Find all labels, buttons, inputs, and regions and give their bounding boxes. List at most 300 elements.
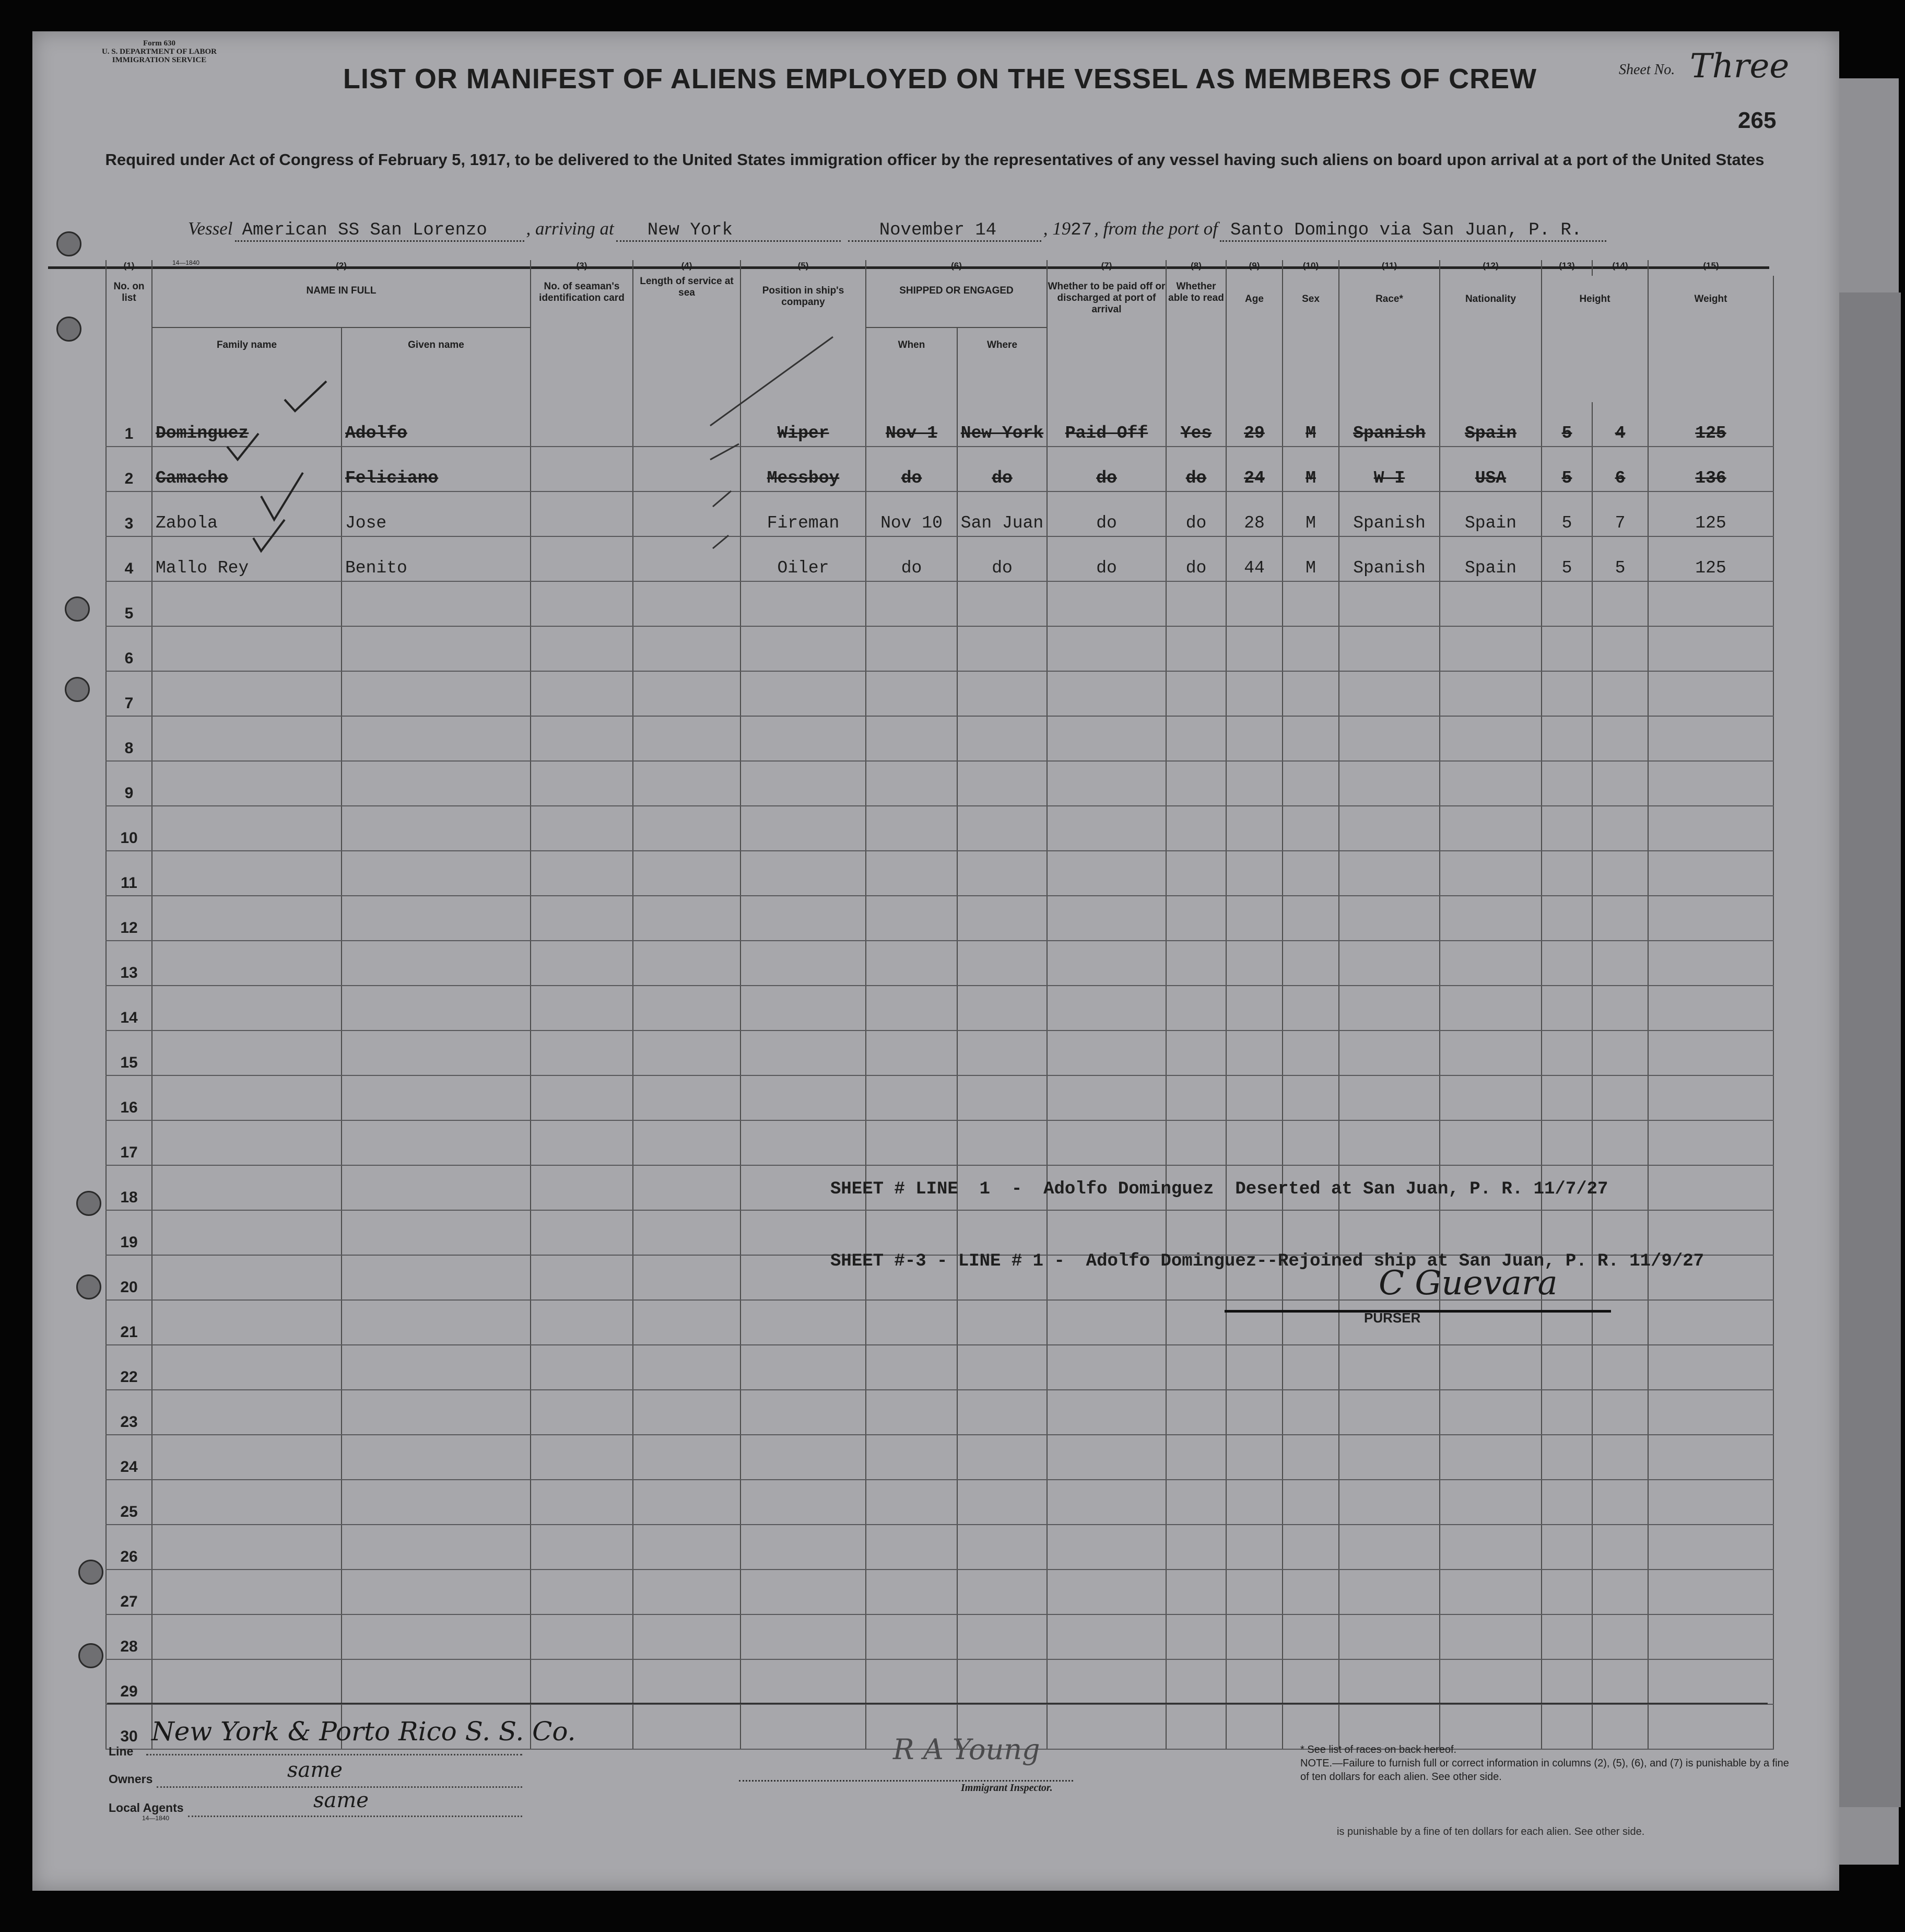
cell-empty — [1283, 986, 1339, 1031]
cell-empty — [152, 1120, 342, 1165]
cell-empty — [1283, 806, 1339, 851]
vessel-label: Vessel — [188, 218, 233, 239]
cell-empty — [740, 1570, 866, 1614]
cell-empty — [152, 716, 342, 761]
cell-empty — [740, 1614, 866, 1659]
cell-empty — [1339, 1345, 1440, 1390]
cell-empty — [152, 1031, 342, 1075]
table-row — [106, 1031, 1773, 1075]
cell-empty — [866, 1300, 957, 1345]
cell-empty — [1226, 1480, 1283, 1525]
cell-empty — [633, 626, 740, 671]
row-number: 8 — [106, 716, 152, 761]
cell-read: do — [1166, 447, 1226, 491]
notice-races: * See list of races on back hereof. — [1300, 1744, 1457, 1755]
cell-empty — [866, 1390, 957, 1435]
cell-empty — [1592, 986, 1648, 1031]
col-num: (4) — [633, 260, 740, 276]
cell-empty — [957, 1435, 1047, 1480]
cell-empty — [866, 1525, 957, 1570]
cell-empty — [1047, 1300, 1166, 1345]
cell-race: Spanish — [1339, 491, 1440, 536]
cell-empty — [531, 447, 633, 491]
cell-empty — [1047, 851, 1166, 896]
department-name: U. S. DEPARTMENT OF LABOR — [101, 48, 217, 56]
purser-label: PURSER — [1364, 1310, 1421, 1326]
cell-sex: M — [1283, 491, 1339, 536]
cell-empty — [531, 851, 633, 896]
cell-nationality: Spain — [1440, 536, 1542, 581]
row-number: 14 — [106, 986, 152, 1031]
cell-empty — [1648, 1480, 1773, 1525]
cell-empty — [957, 851, 1047, 896]
cell-empty — [633, 1435, 740, 1480]
cell-empty — [342, 626, 531, 671]
cell-empty — [633, 1031, 740, 1075]
cell-read: do — [1166, 491, 1226, 536]
cell-empty — [1648, 671, 1773, 716]
cell-empty — [1648, 1659, 1773, 1704]
cell-empty — [1592, 941, 1648, 986]
cell-empty — [1648, 1345, 1773, 1390]
cell-empty — [342, 1210, 531, 1255]
cell-empty — [740, 1435, 866, 1480]
cell-empty — [1542, 1614, 1592, 1659]
cell-empty — [740, 1704, 866, 1749]
row-number: 21 — [106, 1300, 152, 1345]
cell-weight: 125 — [1648, 491, 1773, 536]
note-line-1: SHEET # LINE 1 - Adolfo Dominguez Deserted at San Juan, P. R. 11/7/27 — [830, 1179, 1608, 1199]
punch-hole — [56, 231, 81, 256]
cell-empty — [1542, 1075, 1592, 1120]
footer-rule — [107, 1703, 1768, 1704]
table-row — [106, 402, 1773, 447]
cell-paid-off: do — [1047, 491, 1166, 536]
cell-empty — [1440, 1075, 1542, 1120]
cell-empty — [633, 1075, 740, 1120]
cell-empty — [633, 941, 740, 986]
cell-empty — [342, 1031, 531, 1075]
crew-rows — [106, 402, 1773, 1749]
cell-empty — [1166, 1480, 1226, 1525]
cell-age: 28 — [1226, 491, 1283, 536]
cell-empty — [1592, 581, 1648, 626]
cell-empty — [633, 1255, 740, 1300]
cell-empty — [740, 986, 866, 1031]
cell-empty — [957, 986, 1047, 1031]
header-height: Height — [1542, 276, 1648, 402]
cell-empty — [633, 851, 740, 896]
cell-empty — [342, 671, 531, 716]
cell-empty — [152, 1390, 342, 1435]
table-row — [106, 671, 1773, 716]
cell-empty — [1542, 986, 1592, 1031]
cell-empty — [633, 1210, 740, 1255]
cell-empty — [1166, 851, 1226, 896]
header-able-read: Whether able to read — [1166, 276, 1226, 402]
cell-empty — [1226, 941, 1283, 986]
cell-empty — [342, 716, 531, 761]
row-number: 28 — [106, 1614, 152, 1659]
cell-empty — [866, 941, 957, 986]
cell-age: 29 — [1226, 402, 1283, 447]
cell-empty — [957, 1390, 1047, 1435]
form-number: Form 630 — [143, 39, 176, 48]
table-row — [106, 1570, 1773, 1614]
cell-empty — [1166, 1704, 1226, 1749]
cell-empty — [1166, 1031, 1226, 1075]
cell-empty — [342, 806, 531, 851]
cell-race: Spanish — [1339, 402, 1440, 447]
cell-empty — [1166, 896, 1226, 941]
row-number: 16 — [106, 1075, 152, 1120]
owners-value: same — [287, 1758, 343, 1782]
cell-empty — [957, 581, 1047, 626]
agents-field — [188, 1785, 522, 1817]
header-name-in-full: NAME IN FULL — [152, 276, 531, 327]
cell-empty — [1542, 581, 1592, 626]
cell-when: Nov 10 — [866, 491, 957, 536]
punch-hole — [65, 596, 90, 622]
cell-empty — [740, 1345, 866, 1390]
cell-empty — [740, 1390, 866, 1435]
cell-empty — [531, 536, 633, 581]
cell-given: Feliciano — [342, 447, 531, 491]
cell-empty — [1283, 1031, 1339, 1075]
cell-empty — [1542, 671, 1592, 716]
cell-empty — [866, 581, 957, 626]
agents-value: same — [313, 1788, 369, 1812]
cell-empty — [1440, 1435, 1542, 1480]
cell-empty — [1542, 1570, 1592, 1614]
cell-empty — [1166, 1075, 1226, 1120]
cell-empty — [152, 626, 342, 671]
row-number: 1 — [106, 402, 152, 447]
cell-empty — [740, 851, 866, 896]
cell-empty — [342, 581, 531, 626]
header-weight: Weight — [1648, 276, 1773, 402]
header-family-name: Family name — [152, 327, 342, 402]
cell-empty — [531, 1659, 633, 1704]
cell-empty — [633, 1345, 740, 1390]
cell-empty — [1166, 1345, 1226, 1390]
year-value: 27 — [1071, 220, 1092, 240]
cell-empty — [531, 1120, 633, 1165]
cell-height-in: 6 — [1592, 447, 1648, 491]
cell-empty — [531, 626, 633, 671]
cell-empty — [1339, 716, 1440, 761]
cell-empty — [1226, 851, 1283, 896]
table-row — [106, 491, 1773, 536]
cell-empty — [1440, 941, 1542, 986]
table-row — [106, 581, 1773, 626]
cell-empty — [1339, 941, 1440, 986]
cell-empty — [866, 986, 957, 1031]
row-number: 30 — [106, 1704, 152, 1749]
col-num: (9) — [1226, 260, 1283, 276]
cell-empty — [152, 1165, 342, 1210]
cell-empty — [1542, 941, 1592, 986]
cell-empty — [1592, 896, 1648, 941]
cell-empty — [1648, 1075, 1773, 1120]
row-number: 7 — [106, 671, 152, 716]
cell-empty — [1047, 1435, 1166, 1480]
cell-empty — [1542, 806, 1592, 851]
cell-empty — [1283, 671, 1339, 716]
service-name: IMMIGRATION SERVICE — [112, 56, 207, 64]
cell-empty — [152, 986, 342, 1031]
cell-empty — [342, 761, 531, 806]
cell-empty — [1047, 671, 1166, 716]
cell-empty — [957, 1300, 1047, 1345]
cell-empty — [152, 1480, 342, 1525]
cell-empty — [957, 1525, 1047, 1570]
cell-empty — [152, 941, 342, 986]
cell-empty — [633, 1570, 740, 1614]
cell-empty — [1648, 1570, 1773, 1614]
cell-empty — [1592, 1659, 1648, 1704]
cell-empty — [1440, 896, 1542, 941]
col-num: (13) — [1542, 260, 1592, 276]
cell-empty — [1339, 986, 1440, 1031]
cell-empty — [1648, 581, 1773, 626]
cell-empty — [152, 1614, 342, 1659]
cell-empty — [1592, 806, 1648, 851]
punch-hole — [56, 317, 81, 342]
cell-empty — [957, 1570, 1047, 1614]
row-number: 23 — [106, 1390, 152, 1435]
inspector-signature-line — [739, 1780, 1073, 1782]
cell-empty — [531, 716, 633, 761]
punch-hole — [76, 1274, 101, 1299]
col-num: (15) — [1648, 260, 1773, 276]
cell-height-ft: 5 — [1542, 447, 1592, 491]
table-row — [106, 1390, 1773, 1435]
cell-empty — [1283, 896, 1339, 941]
cell-empty — [342, 1255, 531, 1300]
cell-age: 24 — [1226, 447, 1283, 491]
cell-empty — [342, 1525, 531, 1570]
cell-empty — [1542, 1300, 1592, 1345]
cell-empty — [342, 1570, 531, 1614]
cell-empty — [1047, 896, 1166, 941]
cell-empty — [1226, 626, 1283, 671]
cell-where: New York — [957, 402, 1047, 447]
cell-empty — [1648, 761, 1773, 806]
cell-empty — [1283, 1390, 1339, 1435]
cell-empty — [1226, 896, 1283, 941]
cell-empty — [740, 581, 866, 626]
header-age: Age — [1226, 276, 1283, 402]
table-row — [106, 986, 1773, 1031]
sheet-notes — [830, 1129, 1704, 1297]
cell-empty — [1283, 1525, 1339, 1570]
cell-empty — [1166, 1390, 1226, 1435]
header-shipped: SHIPPED OR ENGAGED — [866, 276, 1047, 327]
cell-given: Adolfo — [342, 402, 531, 447]
cell-empty — [1047, 1614, 1166, 1659]
cell-height-ft: 5 — [1542, 402, 1592, 447]
cell-height-ft: 5 — [1542, 491, 1592, 536]
cell-empty — [531, 1165, 633, 1210]
table-row — [106, 626, 1773, 671]
check-mark-icon — [258, 470, 305, 522]
cell-empty — [1226, 1525, 1283, 1570]
cell-empty — [1047, 806, 1166, 851]
cell-empty — [1226, 581, 1283, 626]
cell-empty — [152, 761, 342, 806]
row-number: 13 — [106, 941, 152, 986]
row-number: 12 — [106, 896, 152, 941]
cell-empty — [342, 1480, 531, 1525]
table-row — [106, 851, 1773, 896]
line-value: New York & Porto Rico S. S. Co. — [151, 1716, 576, 1747]
cell-empty — [957, 1031, 1047, 1075]
cell-empty — [1283, 1614, 1339, 1659]
column-headers-row — [106, 276, 1773, 327]
cell-empty — [152, 1345, 342, 1390]
cell-empty — [152, 896, 342, 941]
header-given-name: Given name — [342, 327, 531, 402]
cell-given: Benito — [342, 536, 531, 581]
cell-given: Jose — [342, 491, 531, 536]
cell-empty — [957, 941, 1047, 986]
row-number: 25 — [106, 1480, 152, 1525]
cell-empty — [1047, 941, 1166, 986]
cell-empty — [957, 1345, 1047, 1390]
cell-empty — [531, 941, 633, 986]
cell-empty — [1226, 1390, 1283, 1435]
cell-position: Messboy — [740, 447, 866, 491]
cell-empty — [1339, 671, 1440, 716]
cell-family: Mallo Rey — [152, 536, 342, 581]
cell-empty — [957, 1659, 1047, 1704]
cell-empty — [531, 1390, 633, 1435]
cell-empty — [1166, 626, 1226, 671]
cell-height-ft: 5 — [1542, 536, 1592, 581]
cell-empty — [1339, 1435, 1440, 1480]
cell-read: Yes — [1166, 402, 1226, 447]
cell-weight: 136 — [1648, 447, 1773, 491]
cell-empty — [866, 896, 957, 941]
cell-empty — [342, 986, 531, 1031]
cell-empty — [1542, 1031, 1592, 1075]
crew-manifest-table — [105, 260, 1774, 1750]
cell-empty — [1648, 896, 1773, 941]
cell-empty — [1440, 986, 1542, 1031]
cell-empty — [740, 671, 866, 716]
cell-empty — [1047, 761, 1166, 806]
cell-empty — [342, 1659, 531, 1704]
cell-empty — [1592, 1075, 1648, 1120]
cell-empty — [531, 1210, 633, 1255]
cell-empty — [866, 1570, 957, 1614]
cell-empty — [531, 1345, 633, 1390]
cell-empty — [1592, 761, 1648, 806]
cell-empty — [1592, 1300, 1648, 1345]
cell-empty — [1339, 1614, 1440, 1659]
cell-where: San Juan — [957, 491, 1047, 536]
cell-empty — [866, 1659, 957, 1704]
cell-empty — [1542, 1390, 1592, 1435]
cell-empty — [1440, 1570, 1542, 1614]
cell-empty — [1440, 716, 1542, 761]
cell-empty — [1440, 1031, 1542, 1075]
col-num: (6) — [866, 260, 1047, 276]
cell-empty — [1166, 1614, 1226, 1659]
cell-empty — [1648, 851, 1773, 896]
cell-empty — [1047, 1704, 1166, 1749]
note-line-2: SHEET #-3 - LINE # 1 - Adolfo Dominguez--Rejoined ship at San Juan, P. R. 11/9/27 — [830, 1251, 1704, 1271]
cell-when: Nov 1 — [866, 402, 957, 447]
cell-empty — [531, 761, 633, 806]
cell-empty — [531, 896, 633, 941]
table-row — [106, 1435, 1773, 1480]
cell-empty — [1047, 1345, 1166, 1390]
cell-empty — [633, 1659, 740, 1704]
cell-empty — [1648, 806, 1773, 851]
cell-empty — [1440, 1480, 1542, 1525]
cell-empty — [152, 1300, 342, 1345]
cell-empty — [1339, 851, 1440, 896]
cell-empty — [1226, 1345, 1283, 1390]
cell-empty — [1339, 1075, 1440, 1120]
cell-empty — [866, 671, 957, 716]
cell-empty — [1047, 1659, 1166, 1704]
cell-empty — [1648, 1614, 1773, 1659]
cell-empty — [1339, 626, 1440, 671]
cell-empty — [1283, 1570, 1339, 1614]
cell-empty — [1339, 1525, 1440, 1570]
cell-empty — [1283, 716, 1339, 761]
cell-empty — [1648, 1300, 1773, 1345]
cell-empty — [1440, 626, 1542, 671]
cell-empty — [531, 581, 633, 626]
table-row — [106, 761, 1773, 806]
col-num: (7) — [1047, 260, 1166, 276]
table-row — [106, 536, 1773, 581]
row-number: 11 — [106, 851, 152, 896]
cell-empty — [1226, 671, 1283, 716]
cell-empty — [1047, 1031, 1166, 1075]
cell-empty — [1047, 986, 1166, 1031]
cell-empty — [1648, 986, 1773, 1031]
cell-empty — [152, 1659, 342, 1704]
cell-empty — [633, 1704, 740, 1749]
cell-empty — [1283, 851, 1339, 896]
bleed-through-notice: is punishable by a fine of ten dollars for each alien. See other side. — [1337, 1826, 1645, 1837]
cell-empty — [633, 716, 740, 761]
cell-empty — [633, 581, 740, 626]
cell-empty — [1226, 1435, 1283, 1480]
cell-empty — [1440, 806, 1542, 851]
header-race: Race* — [1339, 276, 1440, 402]
cell-empty — [740, 896, 866, 941]
cell-empty — [152, 1075, 342, 1120]
cell-empty — [1226, 1075, 1283, 1120]
row-number: 20 — [106, 1255, 152, 1300]
cell-empty — [740, 1659, 866, 1704]
table-row — [106, 1345, 1773, 1390]
cell-empty — [531, 1614, 633, 1659]
page-subtitle: Required under Act of Congress of February 5, 1917, to be delivered to the United States immigration officer by the representatives of any vessel having such aliens on board upon arrival at a port of the United States — [105, 150, 1765, 169]
col-num: (8) — [1166, 260, 1226, 276]
cell-empty — [1592, 716, 1648, 761]
cell-empty — [957, 716, 1047, 761]
cell-empty — [1440, 1300, 1542, 1345]
cell-empty — [1339, 761, 1440, 806]
cell-empty — [1592, 626, 1648, 671]
